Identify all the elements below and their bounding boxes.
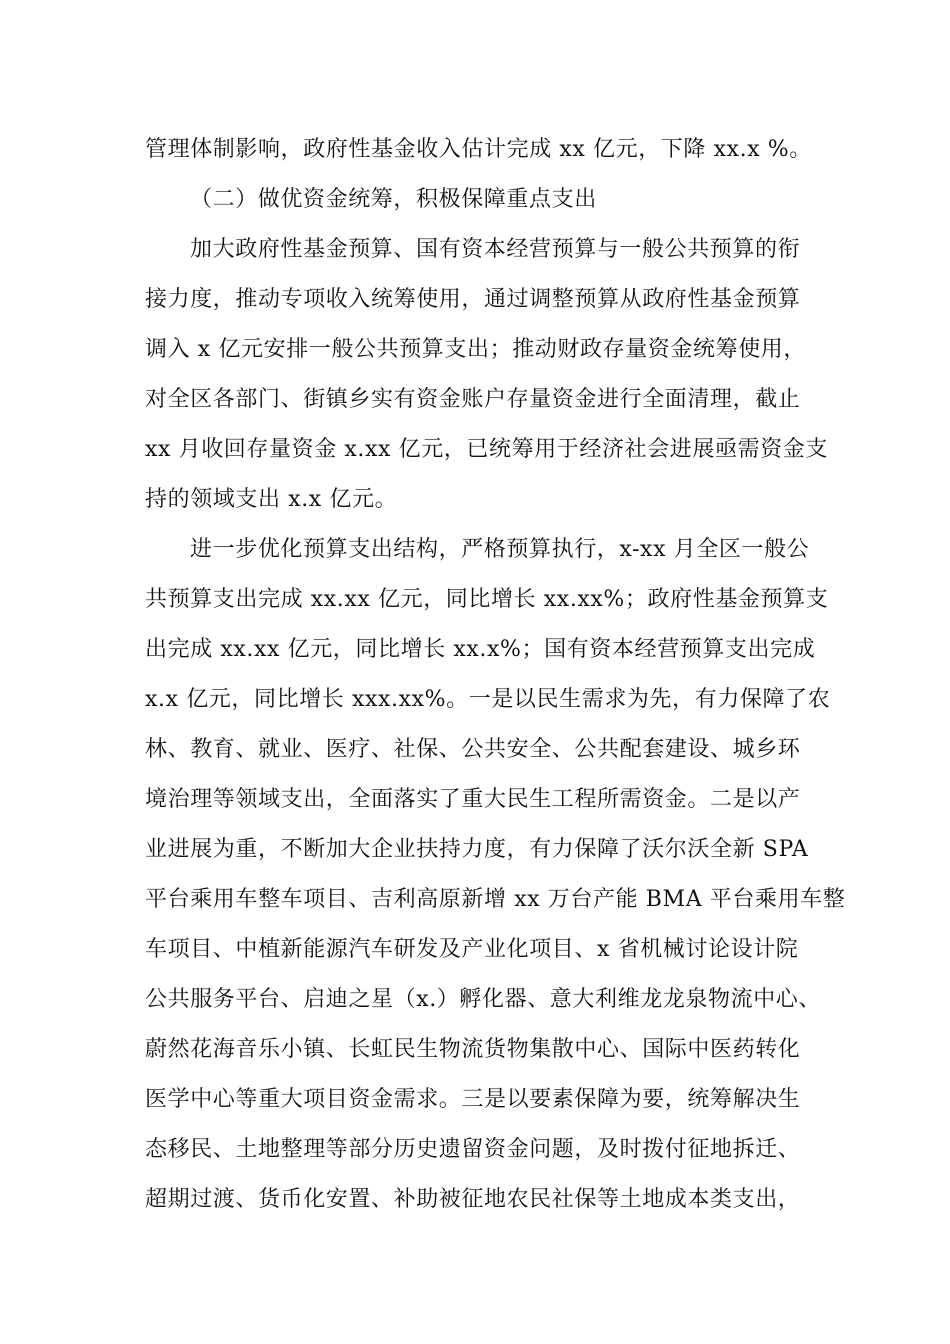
text-line: 车项目、中植新能源汽车研发及产业化项目、x 省机械讨论设计院 [145,937,799,962]
text-line: 出完成 xx.xx 亿元，同比增长 xx.x%；国有资本经营预算支出完成 [145,637,816,662]
text-line: 加大政府性基金预算、国有资本经营预算与一般公共预算的衔 [190,237,801,262]
text-line: 业进展为重，不断加大企业扶持力度，有力保障了沃尔沃全新 SPA [145,837,809,862]
text-line: 共预算支出完成 xx.xx 亿元，同比增长 xx.xx%；政府性基金预算支 [145,587,829,612]
text-line: 境治理等领域支出，全面落实了重大民生工程所需资金。二是以产 [145,787,801,812]
text-line: x.x 亿元，同比增长 xxx.xx%。一是以民生需求为先，有力保障了农 [145,687,831,712]
text-line: 接力度，推动专项收入统筹使用，通过调整预算从政府性基金预算 [145,287,801,312]
text-line: 调入 x 亿元安排一般公共预算支出；推动财政存量资金统筹使用， [145,337,806,362]
text-line: 公共服务平台、启迪之星（x.）孵化器、意大利维龙龙泉物流中心、 [145,987,822,1012]
text-line: 对全区各部门、街镇乡实有资金账户存量资金进行全面清理，截止 [145,387,801,412]
text-line: 医学中心等重大项目资金需求。三是以要素保障为要，统筹解决生 [145,1087,801,1112]
text-line: 持的领域支出 x.x 亿元。 [145,487,398,512]
text-line: 态移民、土地整理等部分历史遗留资金问题，及时拨付征地拆迁、 [145,1137,801,1162]
section-heading: （二）做优资金统筹，积极保障重点支出 [190,187,597,212]
text-line: 蔚然花海音乐小镇、长虹民生物流货物集散中心、国际中医药转化 [145,1037,801,1062]
text-line: 进一步优化预算支出结构，严格预算执行，x-xx 月全区一般公 [190,537,810,562]
text-line: 超期过渡、货币化安置、补助被征地农民社保等土地成本类支出， [145,1187,801,1212]
text-line: 管理体制影响，政府性基金收入估计完成 xx 亿元，下降 xx.x %。 [145,137,812,162]
text-line: 平台乘用车整车项目、吉利高原新增 xx 万台产能 BMA 平台乘用车整 [145,887,846,912]
text-line: 林、教育、就业、医疗、社保、公共安全、公共配套建设、城乡环 [145,737,801,762]
text-line: xx 月收回存量资金 x.xx 亿元，已统筹用于经济社会进展亟需资金支 [145,437,829,462]
